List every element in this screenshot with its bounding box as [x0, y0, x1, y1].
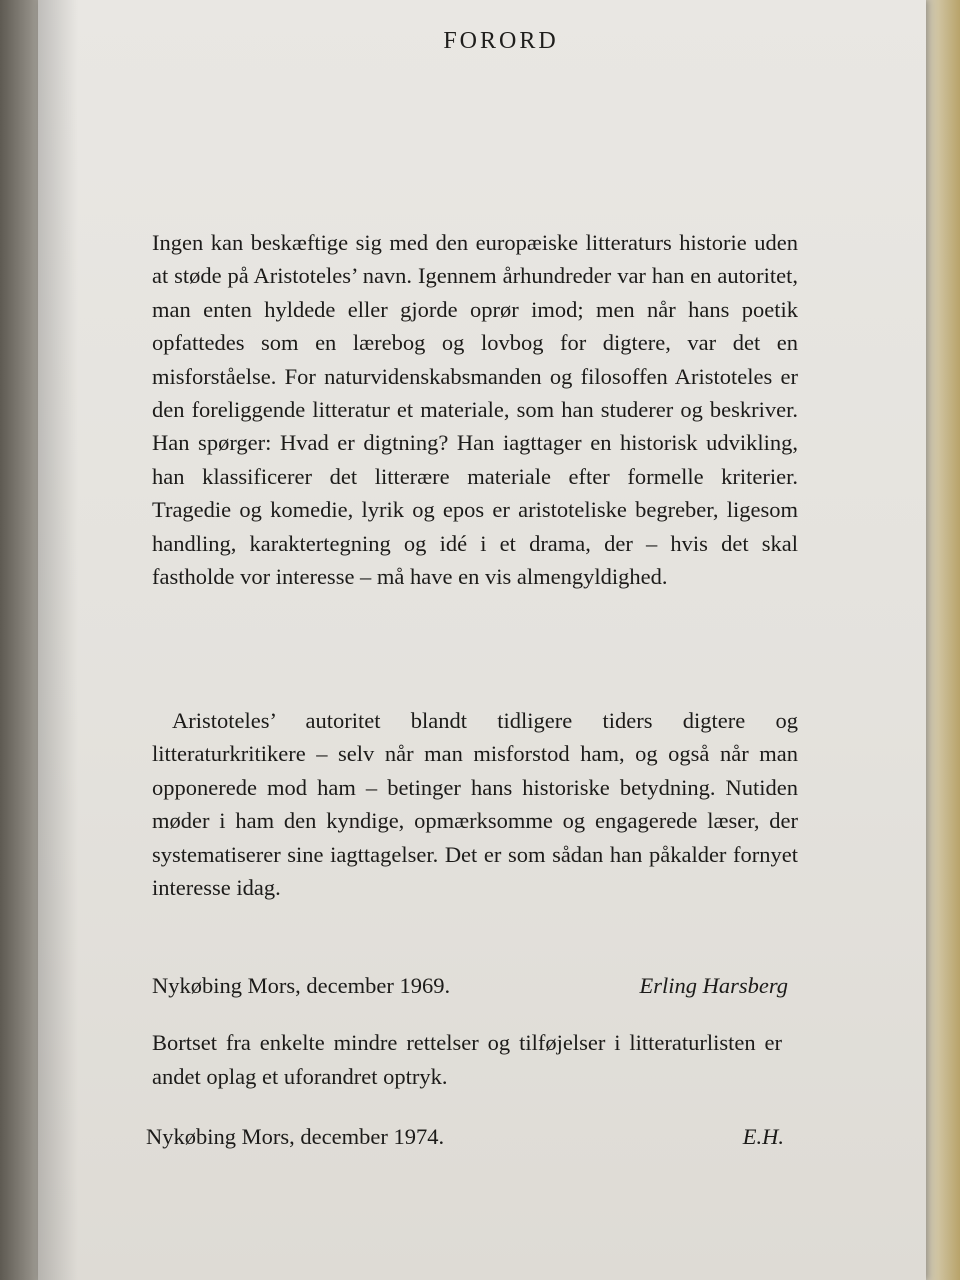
signature-author: Erling Harsberg — [639, 973, 788, 998]
signature-place-date: Nykøbing Mors, december 1974. — [146, 1124, 445, 1149]
page-heading: FORORD — [443, 28, 559, 54]
paragraph-1-text: Ingen kan beskæftige sig med den europæiske litteraturs historie uden at støde på Aristoteles’ navn. Igennem århundreder var han en autoritet, man enten hyldede eller gjorde oprør imod; men når hans poetik opfattedes som en lærebog og lovbog for digtere, var det en misforståelse. For naturvidenskabsmanden og filosoffen Aristoteles er den foreliggende litteratur et materiale, som han studerer og beskriver. Han spørger: Hvad er digtning? Han iagttager en historisk udvikling, han klassificerer det litterære materiale efter formelle kriterier. Tragedie og komedie, lyrik og epos er aristoteliske begreber, ligesom handling, karaktertegning og idé i et drama, der – hvis det skal fastholde vor interesse – må have en vis almengyldighed. — [152, 230, 798, 590]
signature-line-1974 — [146, 1124, 784, 1150]
second-edition-note-text: Bortset fra enkelte mindre rettelser og tilføjelser i litteraturlisten er andet oplag et uforandret optryk. — [152, 1030, 782, 1089]
second-edition-note — [152, 1026, 782, 1094]
signature-place-date: Nykøbing Mors, december 1969. — [152, 973, 451, 998]
preface-paragraph-2 — [152, 704, 798, 904]
paragraph-2-text: Aristoteles’ autoritet blandt tidligere tiders digtere og litteraturkritikere – selv når man misforstod ham, og også når man opponerede mod ham – betinger hans historiske betydning. Nutiden møder i ham den kyndige, opmærksomme og engagerede læser, der systematiserer sine iagttagelser. Det er som sådan han påkalder fornyet interesse idag. — [152, 708, 798, 901]
preface-paragraph-1 — [152, 226, 798, 593]
signature-initials: E.H. — [742, 1124, 784, 1149]
signature-line-1969 — [152, 973, 788, 999]
underlying-page-edge — [924, 0, 960, 1280]
